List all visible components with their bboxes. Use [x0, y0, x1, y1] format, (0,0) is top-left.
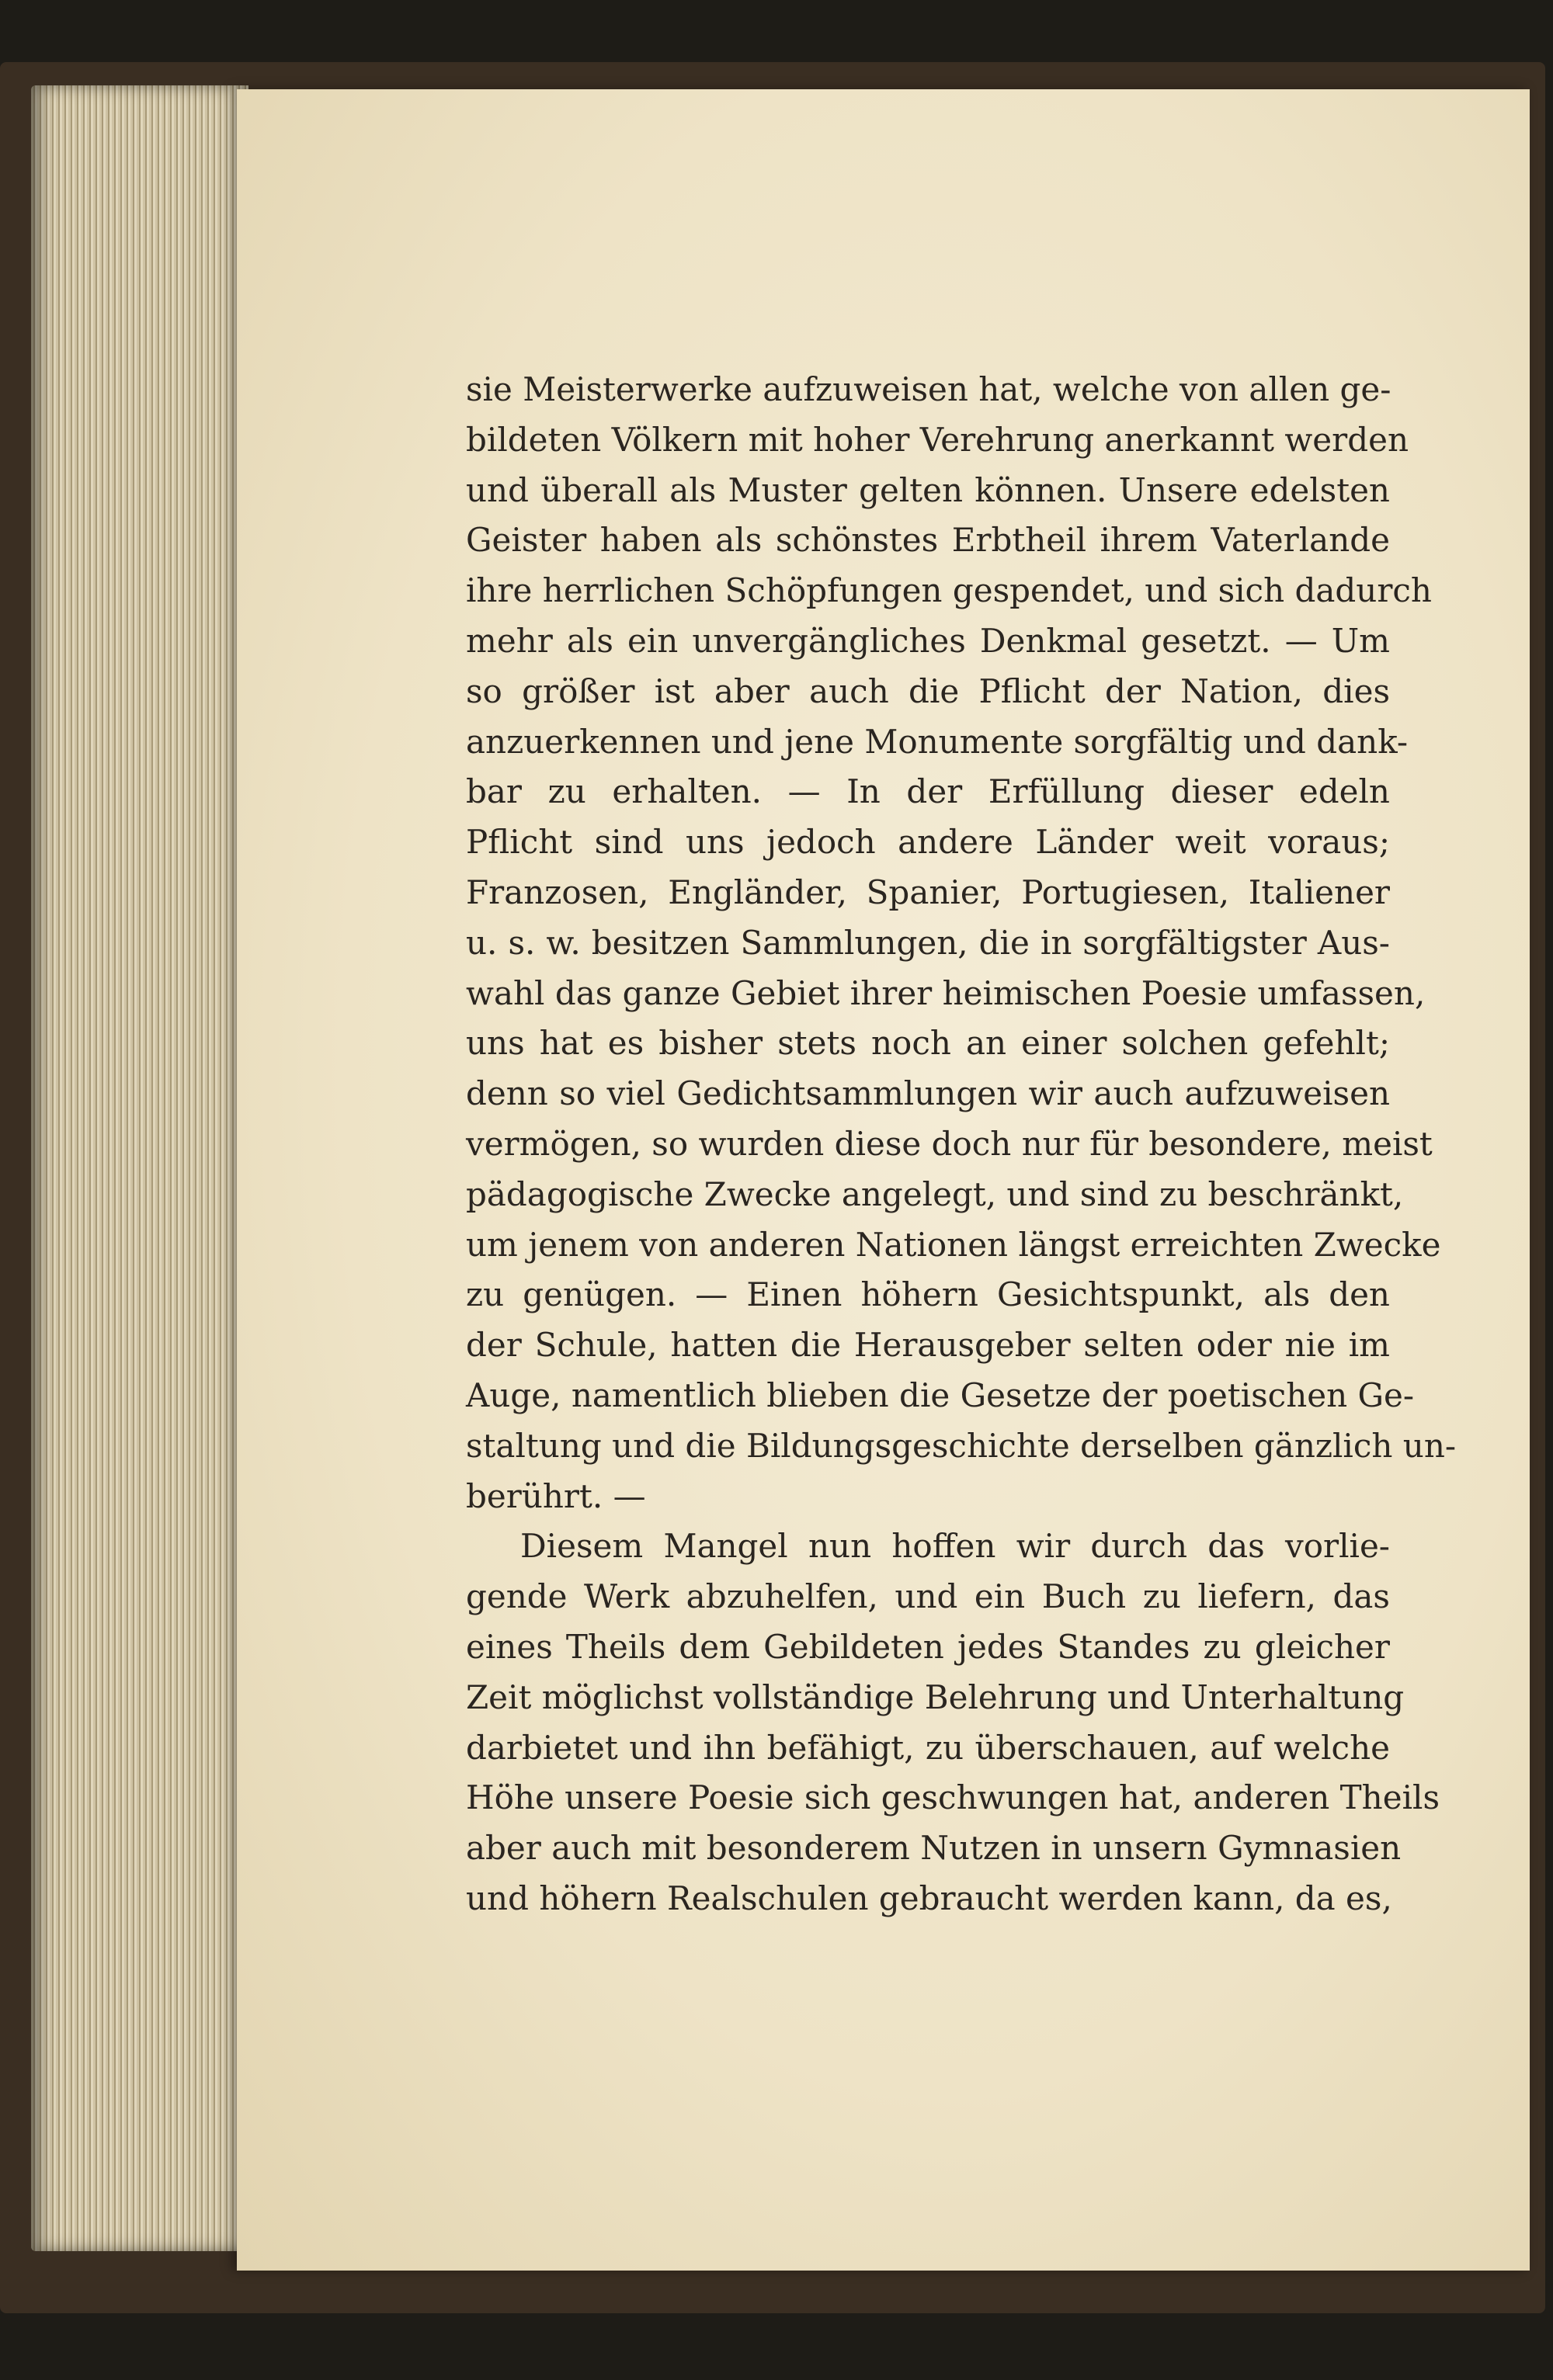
text-line: Geister haben als schönstes Erbtheil ihrem Vaterlande: [466, 521, 1390, 560]
text-line: sie Meisterwerke aufzuweisen hat, welche von allen ge-: [466, 370, 1391, 408]
text-line: u. s. w. besitzen Sammlungen, die in sorgfältigster Aus-: [466, 923, 1390, 962]
text-line: bar zu erhalten. — In der Erfüllung dieser edeln: [466, 772, 1390, 811]
text-line: berührt. —: [466, 1476, 646, 1515]
text-line: aber auch mit besonderem Nutzen in unsern Gymnasien: [466, 1829, 1402, 1868]
text-line: uns hat es bisher stets noch an einer solchen gefehlt;: [466, 1024, 1390, 1063]
text-line: und überall als Muster gelten können. Unsere edelsten: [466, 470, 1390, 509]
text-line: darbietet und ihn befähigt, zu überschauen, auf welche: [466, 1728, 1390, 1767]
text-line: Pflicht sind uns jedoch andere Länder weit voraus;: [466, 823, 1390, 862]
text-line: staltung und die Bildungsgeschichte derselben gänzlich un-: [466, 1426, 1457, 1465]
text-line: gende Werk abzuhelfen, und ein Buch zu liefern, das: [466, 1577, 1390, 1616]
text-line: Höhe unsere Poesie sich geschwungen hat, anderen Theils: [466, 1778, 1440, 1817]
text-line: mehr als ein unvergängliches Denkmal gesetzt. — Um: [466, 621, 1390, 660]
text-line: eines Theils dem Gebildeten jedes Standes zu gleicher: [466, 1627, 1390, 1666]
text-line: Diesem Mangel nun hoffen wir durch das vorlie-: [520, 1527, 1390, 1566]
page-edges: [31, 85, 248, 2251]
text-line: so größer ist aber auch die Pflicht der Nation, dies: [466, 671, 1390, 710]
body-text: [466, 365, 1457, 1924]
text-line: der Schule, hatten die Herausgeber selten oder nie im: [466, 1326, 1390, 1365]
text-line: Auge, namentlich blieben die Gesetze der poetischen Ge-: [466, 1376, 1415, 1414]
text-line: wahl das ganze Gebiet ihrer heimischen Poesie umfassen,: [466, 973, 1426, 1012]
text-line: um jenem von anderen Nationen längst erreichten Zwecke: [466, 1225, 1441, 1264]
text-line: vermögen, so wurden diese doch nur für besondere, meist: [466, 1124, 1433, 1163]
text-line: Franzosen, Engländer, Spanier, Portugiesen, Italiener: [466, 873, 1390, 911]
text-line: denn so viel Gedichtsammlungen wir auch aufzuweisen: [466, 1074, 1390, 1113]
text-line: ihre herrlichen Schöpfungen gespendet, und sich dadurch: [466, 571, 1432, 610]
text-line: pädagogische Zwecke angelegt, und sind zu beschränkt,: [466, 1174, 1404, 1213]
text-line: Zeit möglichst vollständige Belehrung und Unterhaltung: [466, 1677, 1405, 1716]
text-line: und höhern Realschulen gebraucht werden kann, da es,: [466, 1879, 1392, 1917]
text-line: zu genügen. — Einen höhern Gesichtspunkt, als den: [466, 1275, 1390, 1314]
text-line: bildeten Völkern mit hoher Verehrung anerkannt werden: [466, 420, 1409, 459]
text-line: anzuerkennen und jene Monumente sorgfältig und dank-: [466, 722, 1409, 761]
